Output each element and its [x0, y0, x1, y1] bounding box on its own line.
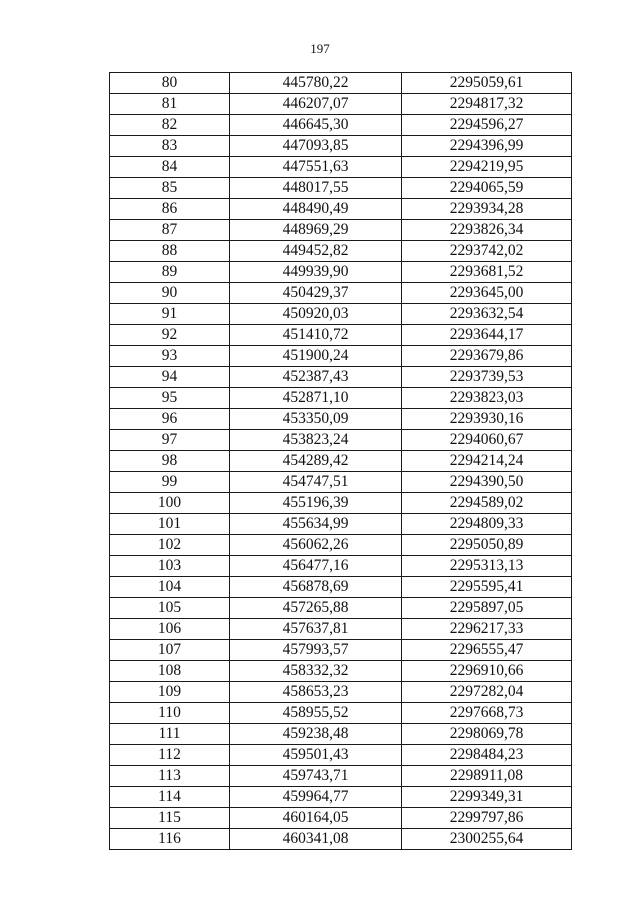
table-row [110, 829, 572, 850]
y-coordinate-cell: 2295313,13 [402, 556, 572, 577]
point-number-cell: 83 [110, 136, 230, 157]
point-number-cell: 100 [110, 493, 230, 514]
point-number-cell: 82 [110, 115, 230, 136]
y-coordinate-cell: 2293934,28 [402, 199, 572, 220]
y-coordinate-cell: 2299797,86 [402, 808, 572, 829]
coordinates-table [109, 72, 572, 850]
table-row [110, 409, 572, 430]
y-coordinate-cell: 2293739,53 [402, 367, 572, 388]
x-coordinate-cell: 456477,16 [230, 556, 402, 577]
point-number-cell: 96 [110, 409, 230, 430]
y-coordinate-cell: 2293644,17 [402, 325, 572, 346]
table-row [110, 703, 572, 724]
x-coordinate-cell: 459964,77 [230, 787, 402, 808]
x-coordinate-cell: 447093,85 [230, 136, 402, 157]
y-coordinate-cell: 2297282,04 [402, 682, 572, 703]
y-coordinate-cell: 2296217,33 [402, 619, 572, 640]
table-row [110, 220, 572, 241]
x-coordinate-cell: 450920,03 [230, 304, 402, 325]
y-coordinate-cell: 2294589,02 [402, 493, 572, 514]
table-row [110, 724, 572, 745]
y-coordinate-cell: 2294596,27 [402, 115, 572, 136]
table-row [110, 577, 572, 598]
x-coordinate-cell: 452871,10 [230, 388, 402, 409]
x-coordinate-cell: 449939,90 [230, 262, 402, 283]
y-coordinate-cell: 2294817,32 [402, 94, 572, 115]
table-row [110, 514, 572, 535]
table-row [110, 115, 572, 136]
x-coordinate-cell: 455196,39 [230, 493, 402, 514]
table-row [110, 787, 572, 808]
x-coordinate-cell: 447551,63 [230, 157, 402, 178]
point-number-cell: 98 [110, 451, 230, 472]
y-coordinate-cell: 2294809,33 [402, 514, 572, 535]
point-number-cell: 91 [110, 304, 230, 325]
coordinates-table-body [110, 73, 572, 850]
x-coordinate-cell: 450429,37 [230, 283, 402, 304]
page-number: 197 [310, 41, 330, 56]
x-coordinate-cell: 456878,69 [230, 577, 402, 598]
point-number-cell: 107 [110, 640, 230, 661]
x-coordinate-cell: 454289,42 [230, 451, 402, 472]
table-row [110, 661, 572, 682]
table-row [110, 304, 572, 325]
y-coordinate-cell: 2293632,54 [402, 304, 572, 325]
x-coordinate-cell: 449452,82 [230, 241, 402, 262]
y-coordinate-cell: 2294214,24 [402, 451, 572, 472]
x-coordinate-cell: 460164,05 [230, 808, 402, 829]
point-number-cell: 92 [110, 325, 230, 346]
x-coordinate-cell: 458653,23 [230, 682, 402, 703]
table-row [110, 325, 572, 346]
point-number-cell: 84 [110, 157, 230, 178]
y-coordinate-cell: 2297668,73 [402, 703, 572, 724]
point-number-cell: 116 [110, 829, 230, 850]
table-row [110, 241, 572, 262]
table-row [110, 472, 572, 493]
point-number-cell: 102 [110, 535, 230, 556]
point-number-cell: 97 [110, 430, 230, 451]
x-coordinate-cell: 448969,29 [230, 220, 402, 241]
point-number-cell: 93 [110, 346, 230, 367]
y-coordinate-cell: 2293742,02 [402, 241, 572, 262]
x-coordinate-cell: 451410,72 [230, 325, 402, 346]
y-coordinate-cell: 2295595,41 [402, 577, 572, 598]
table-row [110, 94, 572, 115]
y-coordinate-cell: 2298911,08 [402, 766, 572, 787]
y-coordinate-cell: 2294065,59 [402, 178, 572, 199]
table-row [110, 766, 572, 787]
table-row [110, 73, 572, 94]
table-row [110, 808, 572, 829]
table-row [110, 157, 572, 178]
point-number-cell: 95 [110, 388, 230, 409]
point-number-cell: 85 [110, 178, 230, 199]
table-row [110, 178, 572, 199]
table-row [110, 262, 572, 283]
point-number-cell: 104 [110, 577, 230, 598]
table-row [110, 388, 572, 409]
table-row [110, 556, 572, 577]
point-number-cell: 80 [110, 73, 230, 94]
y-coordinate-cell: 2296910,66 [402, 661, 572, 682]
y-coordinate-cell: 2295050,89 [402, 535, 572, 556]
table-row [110, 451, 572, 472]
x-coordinate-cell: 456062,26 [230, 535, 402, 556]
x-coordinate-cell: 448490,49 [230, 199, 402, 220]
x-coordinate-cell: 446207,07 [230, 94, 402, 115]
x-coordinate-cell: 448017,55 [230, 178, 402, 199]
x-coordinate-cell: 455634,99 [230, 514, 402, 535]
x-coordinate-cell: 457265,88 [230, 598, 402, 619]
y-coordinate-cell: 2298484,23 [402, 745, 572, 766]
x-coordinate-cell: 445780,22 [230, 73, 402, 94]
y-coordinate-cell: 2293930,16 [402, 409, 572, 430]
table-row [110, 619, 572, 640]
point-number-cell: 101 [110, 514, 230, 535]
table-row [110, 682, 572, 703]
point-number-cell: 113 [110, 766, 230, 787]
y-coordinate-cell: 2300255,64 [402, 829, 572, 850]
x-coordinate-cell: 453823,24 [230, 430, 402, 451]
x-coordinate-cell: 452387,43 [230, 367, 402, 388]
y-coordinate-cell: 2293826,34 [402, 220, 572, 241]
x-coordinate-cell: 457637,81 [230, 619, 402, 640]
point-number-cell: 94 [110, 367, 230, 388]
x-coordinate-cell: 457993,57 [230, 640, 402, 661]
table-row [110, 367, 572, 388]
x-coordinate-cell: 459501,43 [230, 745, 402, 766]
point-number-cell: 108 [110, 661, 230, 682]
table-row [110, 346, 572, 367]
point-number-cell: 99 [110, 472, 230, 493]
table-row [110, 199, 572, 220]
point-number-cell: 114 [110, 787, 230, 808]
table-row [110, 430, 572, 451]
point-number-cell: 106 [110, 619, 230, 640]
table-row [110, 283, 572, 304]
x-coordinate-cell: 459238,48 [230, 724, 402, 745]
y-coordinate-cell: 2293681,52 [402, 262, 572, 283]
x-coordinate-cell: 446645,30 [230, 115, 402, 136]
y-coordinate-cell: 2294396,99 [402, 136, 572, 157]
point-number-cell: 112 [110, 745, 230, 766]
point-number-cell: 87 [110, 220, 230, 241]
table-row [110, 640, 572, 661]
y-coordinate-cell: 2298069,78 [402, 724, 572, 745]
y-coordinate-cell: 2296555,47 [402, 640, 572, 661]
point-number-cell: 81 [110, 94, 230, 115]
point-number-cell: 110 [110, 703, 230, 724]
point-number-cell: 115 [110, 808, 230, 829]
x-coordinate-cell: 454747,51 [230, 472, 402, 493]
x-coordinate-cell: 453350,09 [230, 409, 402, 430]
y-coordinate-cell: 2293645,00 [402, 283, 572, 304]
point-number-cell: 90 [110, 283, 230, 304]
y-coordinate-cell: 2295897,05 [402, 598, 572, 619]
x-coordinate-cell: 460341,08 [230, 829, 402, 850]
x-coordinate-cell: 459743,71 [230, 766, 402, 787]
y-coordinate-cell: 2299349,31 [402, 787, 572, 808]
y-coordinate-cell: 2295059,61 [402, 73, 572, 94]
point-number-cell: 88 [110, 241, 230, 262]
point-number-cell: 105 [110, 598, 230, 619]
table-row [110, 745, 572, 766]
x-coordinate-cell: 451900,24 [230, 346, 402, 367]
y-coordinate-cell: 2293823,03 [402, 388, 572, 409]
table-row [110, 136, 572, 157]
x-coordinate-cell: 458332,32 [230, 661, 402, 682]
table-row [110, 598, 572, 619]
y-coordinate-cell: 2294060,67 [402, 430, 572, 451]
point-number-cell: 86 [110, 199, 230, 220]
y-coordinate-cell: 2293679,86 [402, 346, 572, 367]
point-number-cell: 103 [110, 556, 230, 577]
table-row [110, 493, 572, 514]
table-row [110, 535, 572, 556]
y-coordinate-cell: 2294219,95 [402, 157, 572, 178]
x-coordinate-cell: 458955,52 [230, 703, 402, 724]
point-number-cell: 109 [110, 682, 230, 703]
point-number-cell: 111 [110, 724, 230, 745]
point-number-cell: 89 [110, 262, 230, 283]
y-coordinate-cell: 2294390,50 [402, 472, 572, 493]
